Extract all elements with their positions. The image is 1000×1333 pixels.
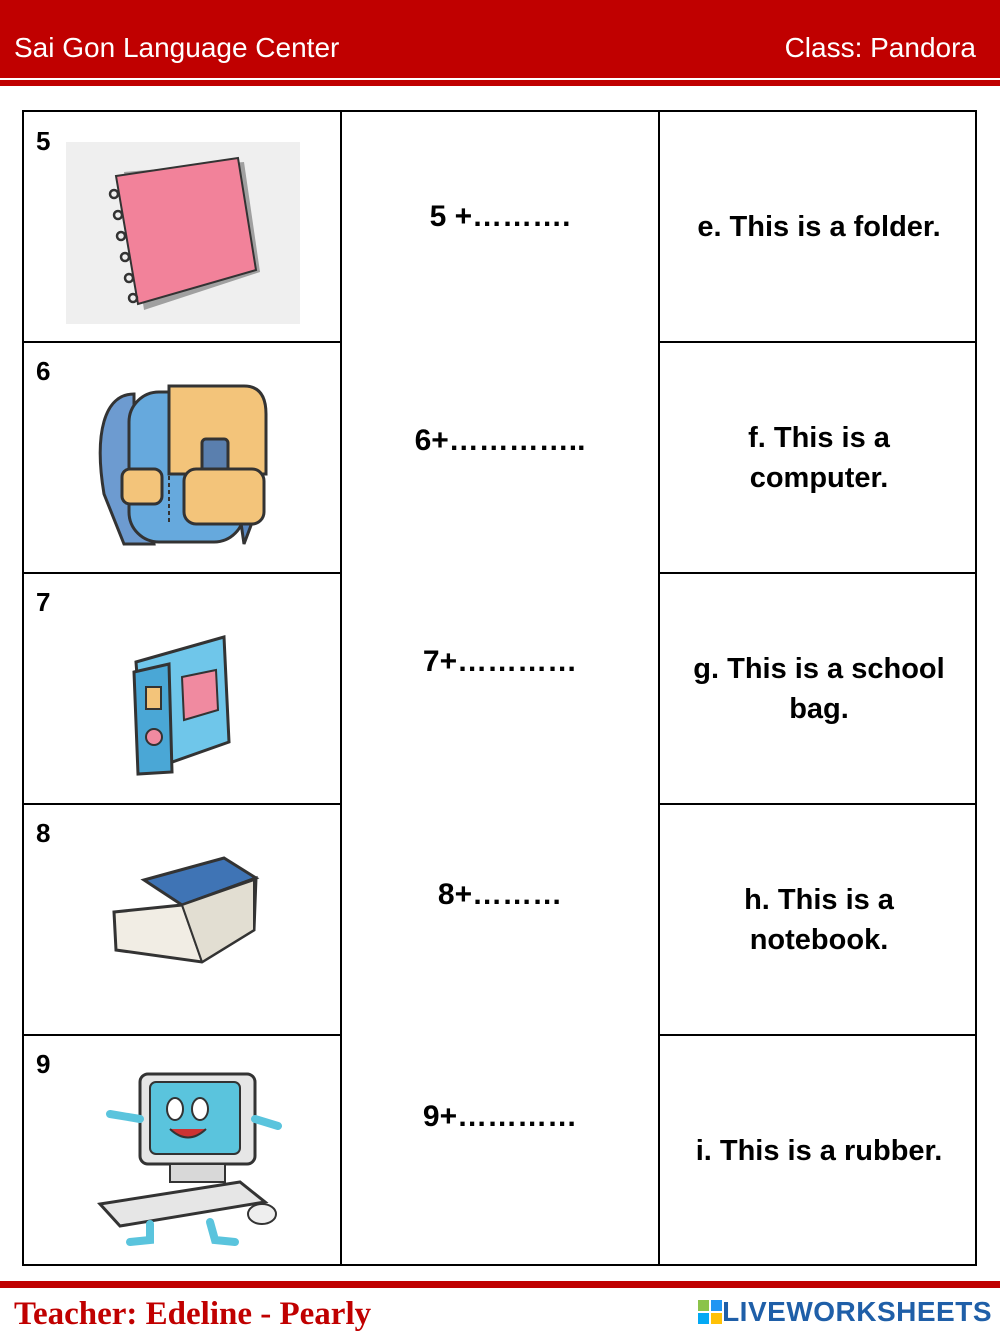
- folder-picture: [124, 632, 239, 777]
- answer-blank[interactable]: 9+…………: [422, 1100, 578, 1133]
- sentence-cell: [661, 1036, 977, 1265]
- school-name: Sai Gon Language Center: [14, 32, 340, 63]
- school-bag-picture: [94, 374, 274, 554]
- row-divider: [24, 803, 342, 805]
- item-number: 8: [36, 818, 51, 848]
- notebook-picture: [66, 142, 300, 324]
- liveworksheets-logo-icon: [698, 1300, 722, 1324]
- footer-divider: [0, 1281, 1000, 1288]
- sentence-text: e. This is a folder.: [697, 210, 941, 243]
- matching-table: [22, 110, 977, 1266]
- sentence-cell: [661, 112, 977, 341]
- column-divider: [658, 112, 660, 1264]
- sentence-text: h. This is a notebook.: [744, 883, 894, 956]
- sentence-cell: [661, 343, 977, 572]
- rubber-picture: [104, 850, 264, 975]
- answer-blank[interactable]: 8+………: [437, 878, 563, 911]
- column-divider: [340, 112, 342, 1264]
- item-number: 7: [36, 587, 51, 617]
- sentence-text: f. This is a computer.: [748, 421, 890, 494]
- answer-blank[interactable]: 5 +……….: [429, 200, 571, 233]
- computer-picture: [90, 1064, 290, 1249]
- sentence-text: g. This is a school bag.: [693, 652, 945, 725]
- brand-name: LIVEWORKSHEETS: [722, 1296, 992, 1327]
- class-label: Class: Pandora: [784, 32, 976, 63]
- row-divider: [24, 572, 342, 574]
- header-divider: [0, 80, 1000, 86]
- page-header: [0, 0, 1000, 78]
- sentence-text: i. This is a rubber.: [695, 1134, 943, 1167]
- row-divider: [24, 341, 342, 343]
- liveworksheets-brand[interactable]: [698, 1296, 992, 1328]
- answer-blank[interactable]: 7+…………: [422, 645, 578, 678]
- teacher-credit: Teacher: Edeline - Pearly: [14, 1296, 372, 1332]
- sentence-cell: [661, 574, 977, 803]
- item-number: 5: [36, 126, 51, 156]
- answer-blank[interactable]: 6+…………..: [414, 424, 586, 457]
- sentence-cell: [661, 805, 977, 1034]
- item-number: 9: [36, 1049, 51, 1079]
- item-number: 6: [36, 356, 51, 386]
- row-divider: [24, 1034, 342, 1036]
